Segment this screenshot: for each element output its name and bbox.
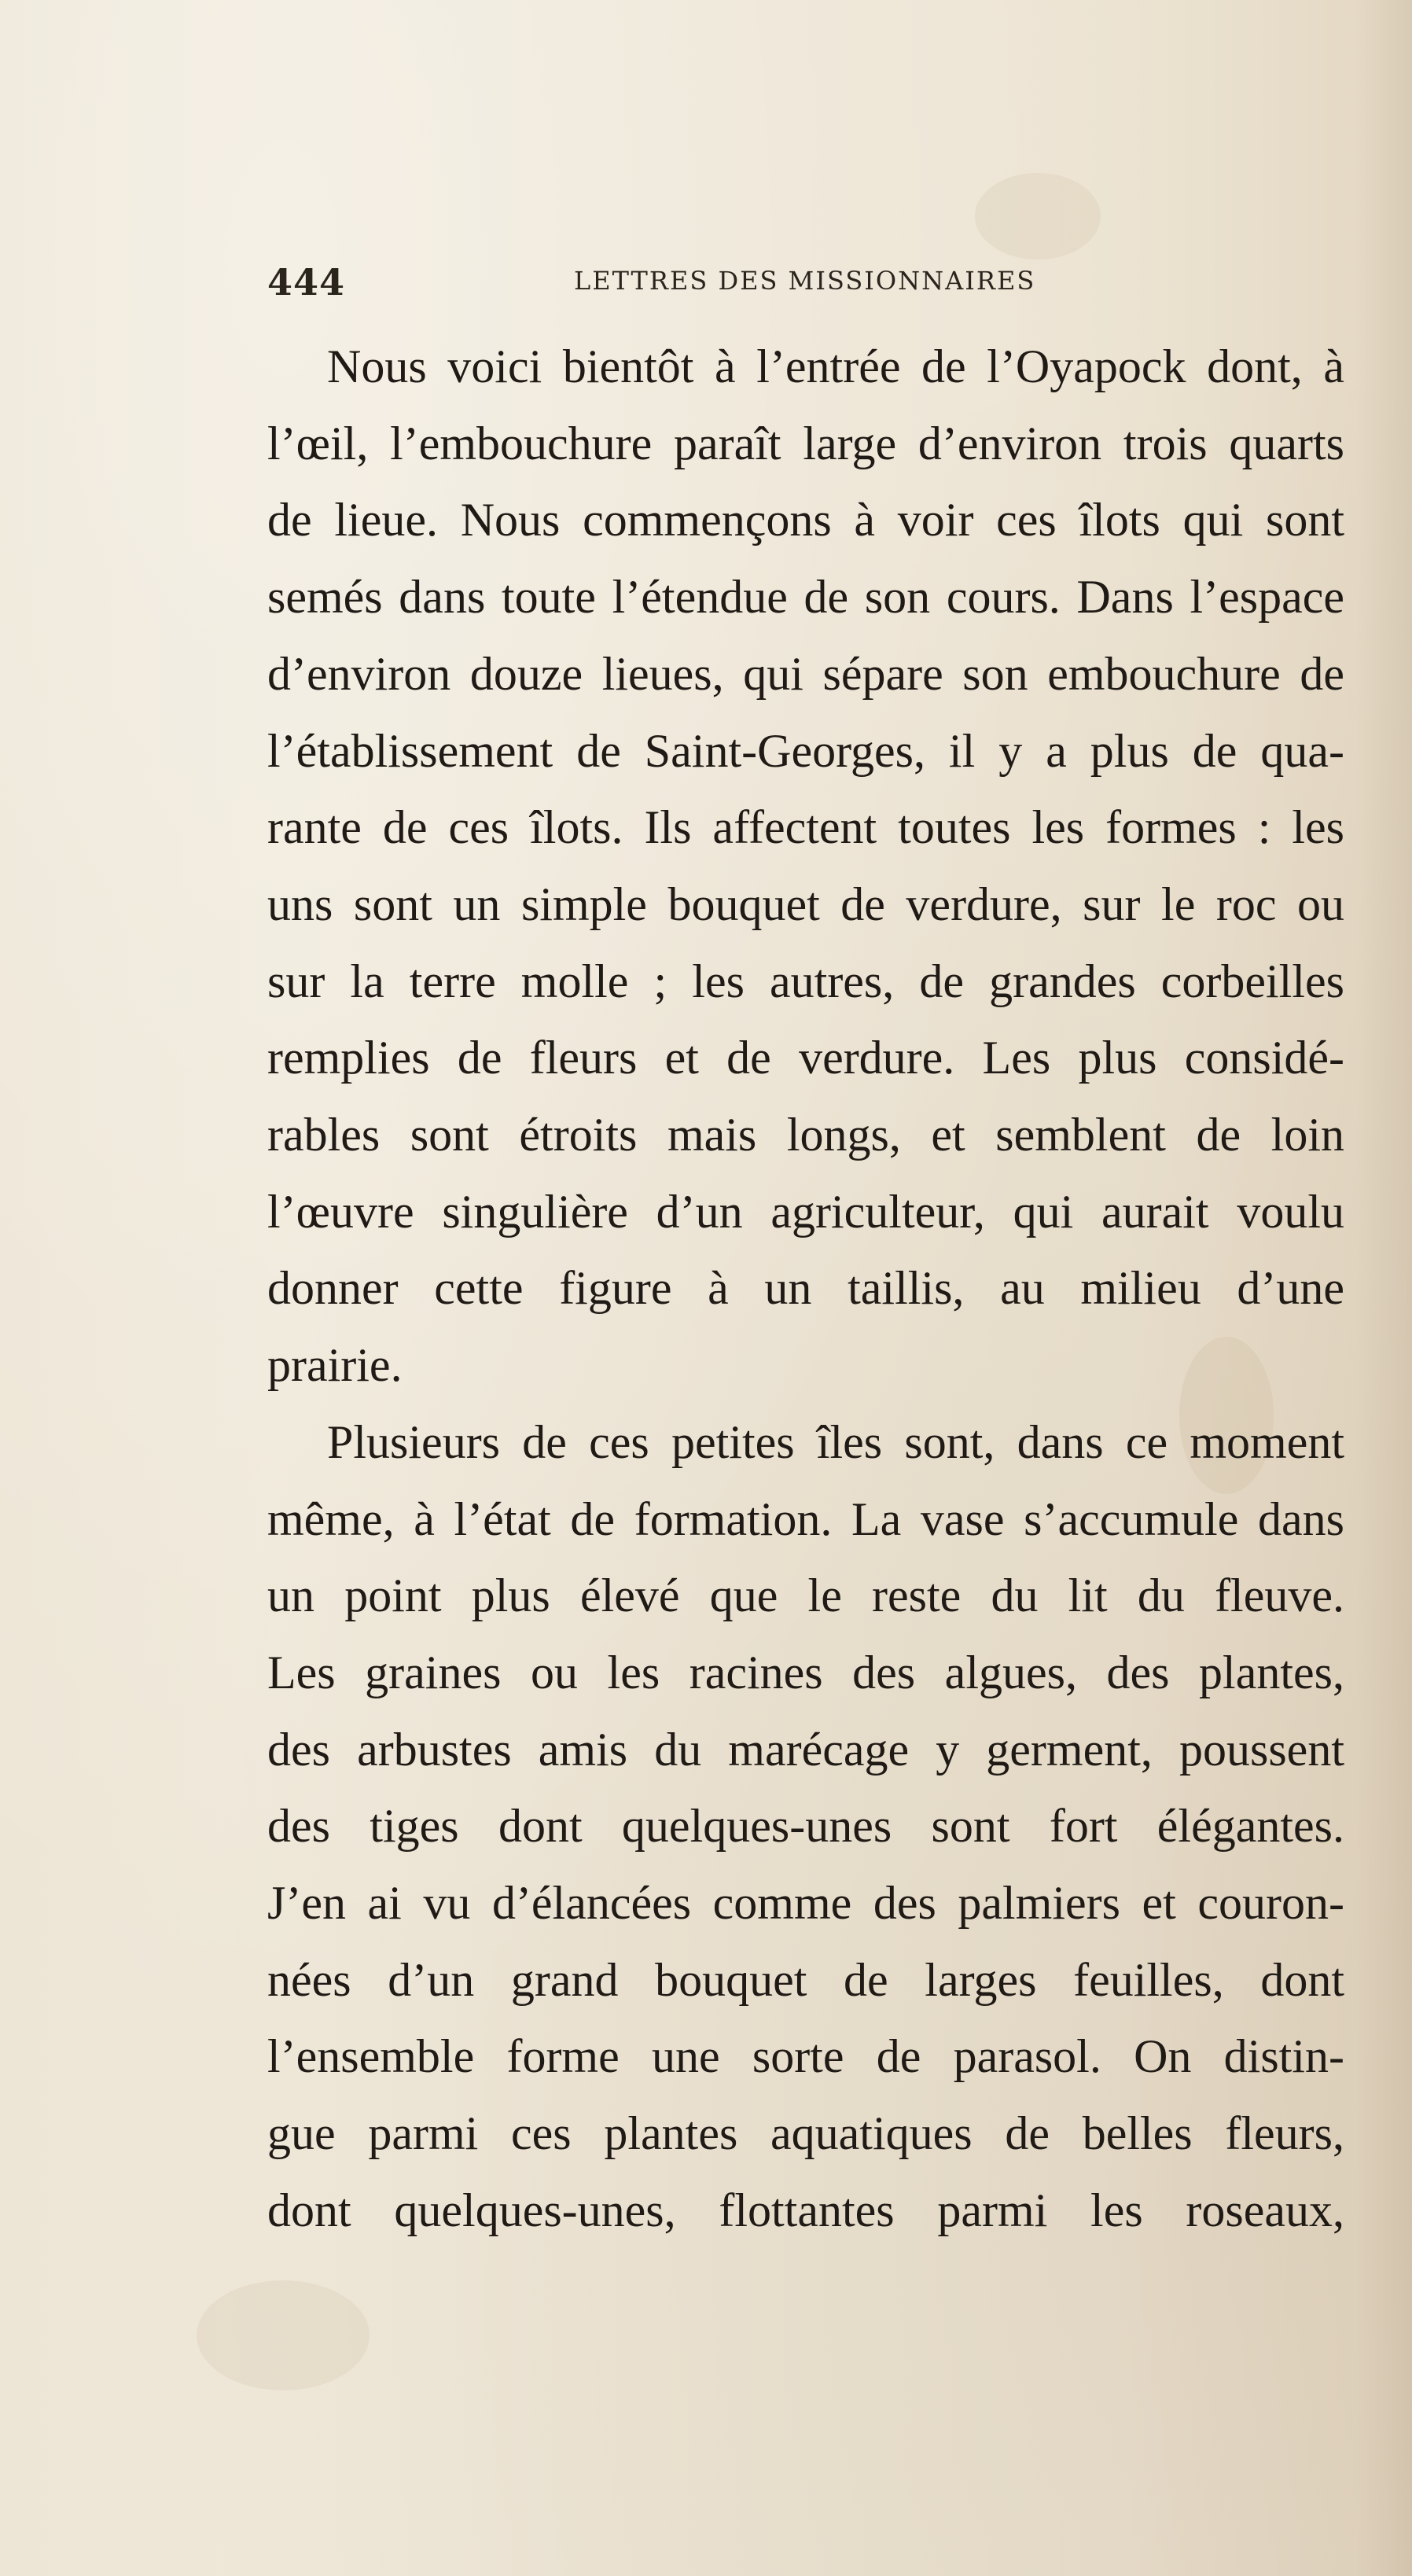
text-line: Nous voici bientôt à l’entrée de l’Oyapock dont, à	[327, 340, 1344, 392]
body-text	[267, 329, 1344, 2250]
text-line: l’ensemble forme une sorte de parasol. On distin-	[267, 2030, 1344, 2083]
text-line: remplies de fleurs et de verdure. Les plus considé-	[267, 1032, 1344, 1084]
text-line: donner cette figure à un taillis, au milieu d’une	[267, 1262, 1344, 1315]
text-line: dont quelques-unes, flottantes parmi les roseaux,	[267, 2184, 1344, 2236]
text-line: semés dans toute l’étendue de son cours. Dans l’espace	[267, 571, 1344, 624]
paragraph	[267, 1404, 1344, 2250]
text-line: gue parmi ces plantes aquatiques de belles fleurs,	[267, 2107, 1344, 2160]
paper-stain	[975, 173, 1101, 259]
page-header	[0, 258, 1412, 313]
paper-stain	[197, 2280, 370, 2390]
text-line: un point plus élevé que le reste du lit du fleuve.	[267, 1570, 1344, 1622]
text-line: l’établissement de Saint-Georges, il y a plus de qua-	[267, 724, 1344, 777]
text-line: des tiges dont quelques-unes sont fort élégantes.	[267, 1800, 1344, 1853]
text-line: d’environ douze lieues, qui sépare son embouchure de	[267, 647, 1344, 700]
text-line: J’en ai vu d’élancées comme des palmiers et couron-	[267, 1877, 1344, 1930]
page-number: 444	[267, 261, 346, 304]
text-line: des arbustes amis du marécage y germent, poussent	[267, 1723, 1344, 1776]
text-line: prairie.	[267, 1339, 403, 1392]
page-edge-shadow	[1357, 0, 1412, 2576]
text-line: rante de ces îlots. Ils affectent toutes les formes : les	[267, 801, 1344, 854]
text-line: l’œil, l’embouchure paraît large d’environ trois quarts	[267, 417, 1344, 469]
text-line: nées d’un grand bouquet de larges feuilles, dont	[267, 1953, 1344, 2006]
running-head: LETTRES DES MISSIONNAIRES	[574, 266, 1036, 296]
paragraph	[267, 329, 1344, 1404]
text-line: rables sont étroits mais longs, et semblent de loin	[267, 1109, 1344, 1161]
text-line: l’œuvre singulière d’un agriculteur, qui aurait voulu	[267, 1185, 1344, 1238]
text-line: Plusieurs de ces petites îles sont, dans ce moment	[327, 1415, 1344, 1468]
text-line: de lieue. Nous commençons à voir ces îlots qui sont	[267, 494, 1344, 546]
text-line: même, à l’état de formation. La vase s’accumule dans	[267, 1492, 1344, 1545]
text-line: uns sont un simple bouquet de verdure, sur le roc ou	[267, 878, 1344, 930]
text-line: Les graines ou les racines des algues, des plantes,	[267, 1646, 1344, 1698]
text-line: sur la terre molle ; les autres, de grandes corbeilles	[267, 955, 1344, 1007]
